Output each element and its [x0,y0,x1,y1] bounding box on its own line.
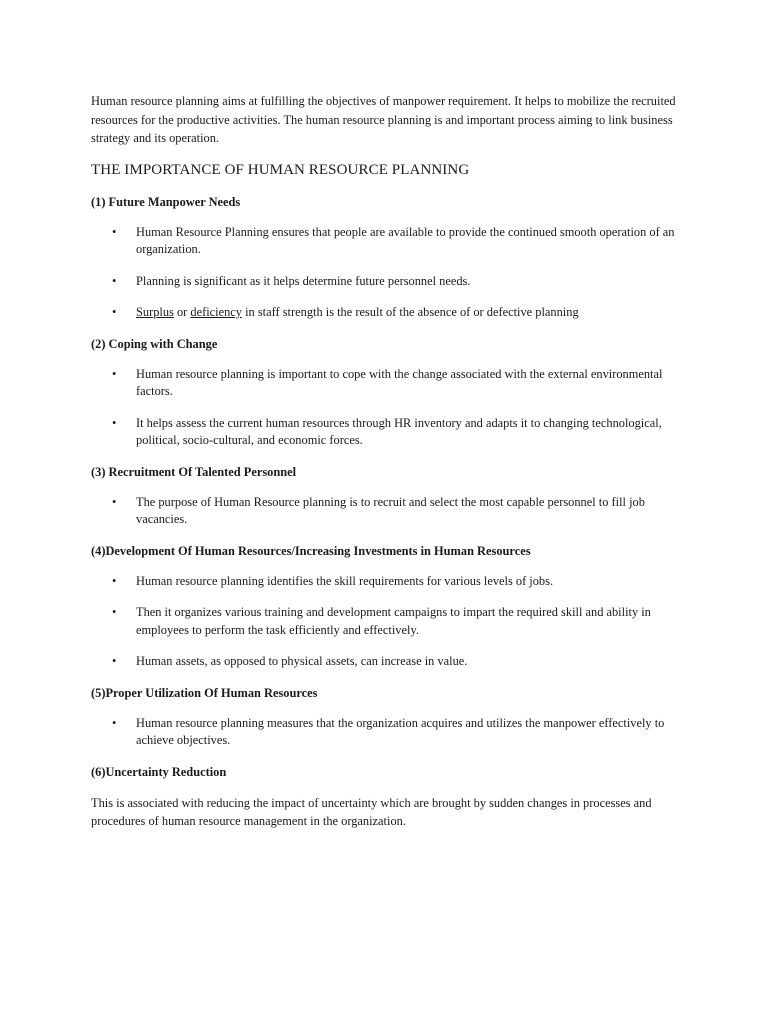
list-item [91,304,681,322]
list-item [91,494,681,529]
bullet-icon: • [112,654,117,668]
list-item-text: Human resource planning measures that the organization acquires and utilizes the manpower effectively to achieve objectives. [136,715,665,747]
section-heading-recruitment: (3) Recruitment Of Talented Personnel [91,464,297,479]
list-item-text: It helps assess the current human resources through HR inventory and adapts it to changing technological, political, socio-cultural, and economic forces. [136,415,662,447]
main-heading: THE IMPORTANCE OF HUMAN RESOURCE PLANNING [91,161,470,178]
underlined-word-surplus: Surplus [136,305,174,319]
underlined-word-deficiency: deficiency [190,305,243,319]
document-page [91,92,681,831]
list-item-text: Human assets, as opposed to physical assets, can increase in value. [136,654,468,668]
list-item [91,273,681,291]
bullet-icon: • [112,715,117,730]
bullet-list-coping-change [91,366,681,450]
list-item-text: Human resource planning is important to cope with the change associated with the external environmental factors. [136,366,663,398]
list-item-text: Then it organizes various training and development campaigns to impart the required skill and ability in employees to perform the task efficiently and effectively. [136,605,651,637]
bullet-list-recruitment [91,494,681,529]
list-item [91,653,681,671]
section-heading-coping-change: (2) Coping with Change [91,336,218,351]
list-item-text: Planning is significant as it helps determine future personnel needs. [136,273,471,288]
list-item-text-connector: or [173,305,191,319]
section-heading-development: (4)Development Of Human Resources/Increasing Investments in Human Resources [91,543,531,558]
section-heading-future-manpower: (1) Future Manpower Needs [91,194,241,209]
list-item-text: Human Resource Planning ensures that people are available to provide the continued smooth operation of an organization. [136,224,675,256]
list-item [91,366,681,401]
list-item [91,573,681,591]
bullet-icon: • [112,415,117,430]
bullet-icon: • [112,224,117,239]
bullet-list-development [91,573,681,671]
list-item [91,415,681,450]
intro-paragraph: Human resource planning aims at fulfilling the objectives of manpower requirement. It helps to mobilize the recruited resources for the productive activities. The human resource planning is and important process aiming to link business strategy and its operation. [91,94,676,145]
bullet-icon: • [112,573,117,588]
section-heading-uncertainty: (6)Uncertainty Reduction [91,764,227,779]
list-item-text: Human resource planning identifies the skill requirements for various levels of jobs. [136,573,554,588]
bullet-icon: • [112,494,117,509]
list-item-text: The purpose of Human Resource planning is to recruit and select the most capable personnel to fill job vacancies. [136,494,645,526]
bullet-icon: • [112,366,117,381]
closing-paragraph: This is associated with reducing the impact of uncertainty which are brought by sudden changes in processes and procedures of human resource management in the organization. [91,795,652,828]
bullet-list-future-manpower [91,224,681,322]
list-item [91,715,681,750]
bullet-icon: • [112,305,117,319]
list-item [91,604,681,639]
list-item-text: in staff strength is the result of the absence of or defective planning [242,305,579,319]
bullet-icon: • [112,273,117,288]
bullet-icon: • [112,605,117,619]
list-item [91,224,681,259]
bullet-list-utilization [91,715,681,750]
section-heading-utilization: (5)Proper Utilization Of Human Resources [91,685,318,700]
